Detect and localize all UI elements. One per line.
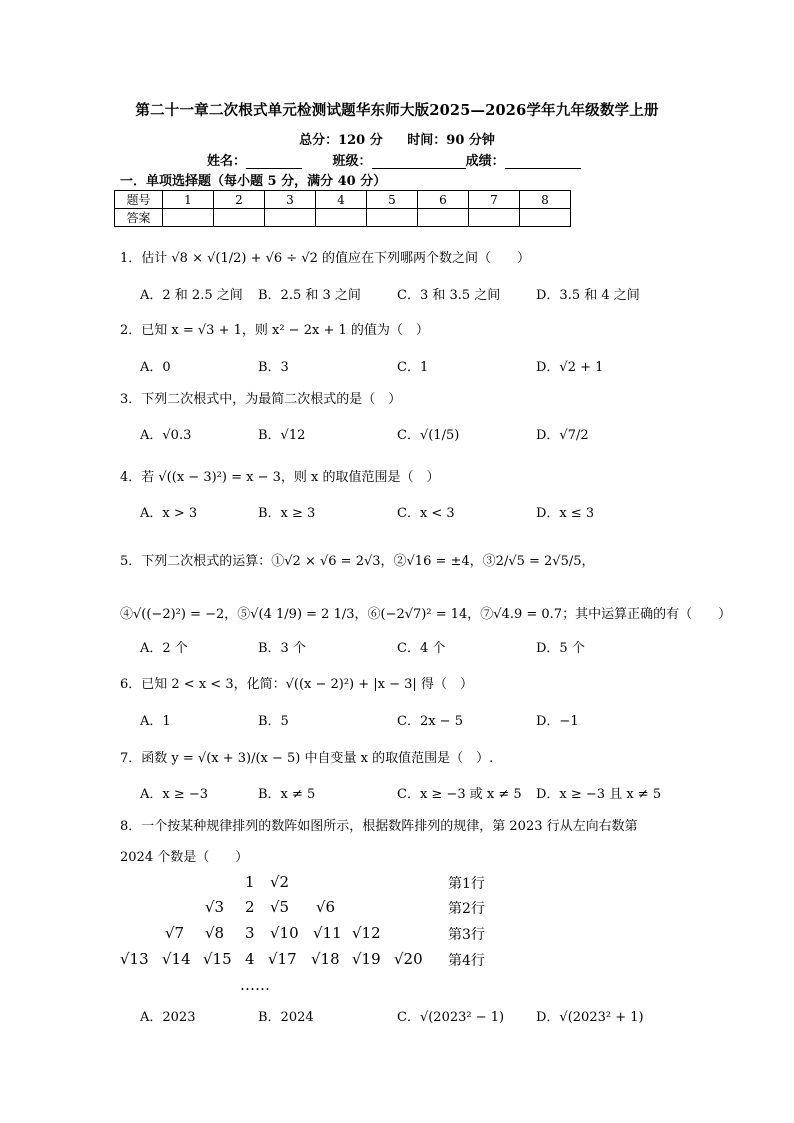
q1-option-c[interactable]: C．3 和 3.5 之间 [397,288,501,303]
q2-option-b[interactable]: B．3 [258,360,289,375]
q3-option-d[interactable]: D．√7/2 [536,428,589,443]
matrix-cell: 2 [245,898,255,916]
class-blank [372,154,466,169]
matrix-cell: √3 [205,898,225,916]
q5-option-b[interactable]: B．3 个 [258,641,306,656]
matrix-cell: 1 [245,873,255,891]
q1-option-a[interactable]: A．2 和 2.5 之间 [140,288,243,303]
grade-label: 成绩： [465,154,505,169]
matrix-cell: √5 [270,898,290,916]
answer-cell[interactable] [163,209,214,227]
matrix-cell: √17 [268,950,297,968]
matrix-cell: √14 [162,950,191,968]
q7-option-c[interactable]: C．x ≥ −3 或 x ≠ 5 [397,787,522,802]
question-8-stem-line2: 2024 个数是（ ） [120,850,249,865]
table-cell-number: 2 [214,191,265,209]
matrix-cell: √10 [270,924,299,942]
exam-meta [0,129,794,148]
matrix-cell: √6 [316,898,336,916]
q2-option-a[interactable]: A．0 [140,360,171,375]
q6-option-d[interactable]: D．−1 [536,714,579,729]
question-2-stem: 2．已知 x = √3 + 1，则 x² − 2x + 1 的值为（ ） [120,323,429,338]
question-5-stem: 5．下列二次根式的运算：①√2 × √6 = 2√3，②√16 = ±4，③2/√5 = 2√5/5， [120,554,595,569]
table-cell-number: 5 [367,191,418,209]
matrix-cell: √15 [203,950,232,968]
q8-option-b[interactable]: B．2024 [258,1010,314,1025]
matrix-cell: √18 [311,950,340,968]
q5-option-c[interactable]: C．4 个 [397,641,446,656]
q3-option-b[interactable]: B．√12 [258,428,306,443]
question-7-stem: 7．函数 y = √(x + 3)/(x − 5) 中自变量 x 的取值范围是（ ）. [120,751,494,766]
question-4-stem: 4．若 √((x − 3)²) = x − 3，则 x 的取值范围是（ ） [120,470,440,485]
q4-option-c[interactable]: C．x < 3 [397,506,455,521]
row-label: 第4行 [448,953,485,969]
student-info-bar [207,150,581,169]
matrix-cell: √2 [270,873,290,891]
matrix-cell: √12 [352,924,381,942]
table-header-number: 题号 [115,191,163,209]
table-cell-number: 7 [469,191,520,209]
matrix-cell: √7 [165,924,185,942]
answer-cell[interactable] [316,209,367,227]
q1-option-b[interactable]: B．2.5 和 3 之间 [258,288,361,303]
matrix-cell: √20 [394,950,423,968]
question-5-stem-line2: ④√((−2)²) = −2，⑤√(4 1/9) = 2 1/3，⑥(−2√7)² = 14，⑦√4.9 = 0.7；其中运算正确的有（ ） [120,607,732,622]
q8-option-d[interactable]: D．√(2023² + 1) [536,1010,644,1025]
q4-option-d[interactable]: D．x ≤ 3 [536,506,595,521]
q4-option-a[interactable]: A．x > 3 [140,506,198,521]
row-label: 第3行 [448,927,485,943]
answer-cell[interactable] [418,209,469,227]
name-blank [246,154,302,169]
table-header-answer: 答案 [115,209,163,227]
answer-cell[interactable] [214,209,265,227]
name-label: 姓名： [207,154,247,169]
exam-time: 时间：90 分钟 [407,133,495,148]
answer-cell[interactable] [469,209,520,227]
q7-option-d[interactable]: D．x ≥ −3 且 x ≠ 5 [536,787,662,802]
q8-option-a[interactable]: A．2023 [140,1010,196,1025]
table-cell-number: 3 [265,191,316,209]
matrix-cell: 3 [245,924,255,942]
q5-option-a[interactable]: A．2 个 [140,641,188,656]
section-heading: 一．单项选择题（每小题 5 分，满分 40 分） [120,174,387,189]
answer-cell[interactable] [265,209,316,227]
q5-option-d[interactable]: D．5 个 [536,641,585,656]
matrix-ellipsis: …… [240,976,270,994]
table-cell-number: 8 [520,191,571,209]
table-cell-number: 1 [163,191,214,209]
q7-option-a[interactable]: A．x ≥ −3 [140,787,209,802]
question-1-stem: 1．估计 √8 × √(1/2) + √6 ÷ √2 的值应在下列哪两个数之间（ ） [120,251,531,266]
question-3-stem: 3．下列二次根式中，为最简二次根式的是（ ） [120,392,402,407]
answer-cell[interactable] [367,209,418,227]
matrix-cell: 4 [245,950,255,968]
answer-cell[interactable] [520,209,571,227]
total-score: 总分：120 分 [299,133,383,148]
grade-blank [505,154,581,169]
q6-option-b[interactable]: B．5 [258,714,289,729]
q2-option-d[interactable]: D．√2 + 1 [536,360,604,375]
row-label: 第1行 [448,876,485,892]
q2-option-c[interactable]: C．1 [397,360,429,375]
q6-option-a[interactable]: A．1 [140,714,171,729]
q7-option-b[interactable]: B．x ≠ 5 [258,787,316,802]
question-8-stem: 8．一个按某种规律排列的数阵如图所示，根据数阵排列的规律，第 2023 行从左向右数第 [120,819,638,834]
row-label: 第2行 [448,901,485,917]
q1-option-d[interactable]: D．3.5 和 4 之间 [536,288,640,303]
answer-table [114,190,571,227]
matrix-cell: √19 [352,950,381,968]
q3-option-a[interactable]: A．√0.3 [140,428,192,443]
matrix-cell: √11 [313,924,342,942]
page-title: 第二十一章二次根式单元检测试题华东师大版2025—2026学年九年级数学上册 [135,102,659,119]
matrix-cell: √8 [205,924,225,942]
q3-option-c[interactable]: C．√(1/5) [397,428,460,443]
q8-option-c[interactable]: C．√(2023² − 1) [397,1010,505,1025]
class-label: 班级： [332,154,372,169]
question-6-stem: 6．已知 2 < x < 3，化简：√((x − 2)²) + |x − 3| 得（ ） [120,677,473,692]
q6-option-c[interactable]: C．2x − 5 [397,714,463,729]
matrix-cell: √13 [120,950,149,968]
table-cell-number: 6 [418,191,469,209]
q4-option-b[interactable]: B．x ≥ 3 [258,506,316,521]
table-cell-number: 4 [316,191,367,209]
